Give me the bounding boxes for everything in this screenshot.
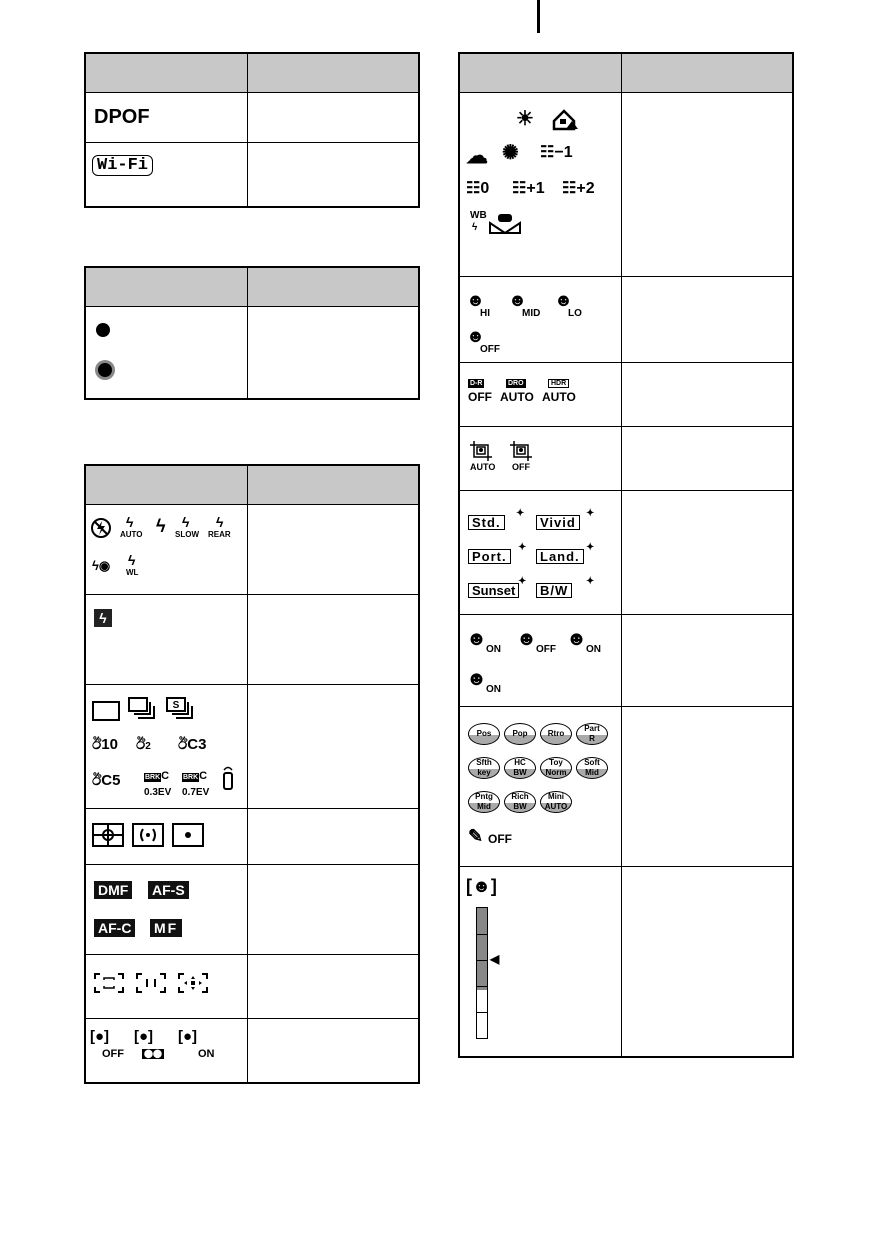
smile-normal-icon: ☻ bbox=[566, 628, 588, 650]
self-timer-10-icon: ඊ10 bbox=[92, 736, 118, 753]
drive-mode-cell bbox=[85, 685, 247, 809]
sparkle-icon: ✦ bbox=[516, 508, 525, 519]
creative-sunset-icon: Sunset bbox=[468, 583, 519, 598]
cloudy-icon: ☁ bbox=[466, 143, 488, 168]
continuous-shot-icon bbox=[128, 697, 156, 721]
table-cell bbox=[621, 615, 793, 707]
creative-portrait-icon: Port. bbox=[468, 549, 511, 564]
af-s-icon: AF-S bbox=[148, 881, 189, 899]
effect-high-contrast-mono-icon: HC BW bbox=[504, 757, 536, 779]
table-cell bbox=[247, 143, 419, 207]
flexible-spot-icon bbox=[178, 973, 208, 993]
table-cell bbox=[247, 93, 419, 143]
table-header-display bbox=[85, 53, 247, 93]
effect-miniature-icon: Mini AUTO bbox=[540, 791, 572, 813]
dro-hdr-cell: D-R OFF DRO AUTO HDR AUTO bbox=[459, 363, 621, 427]
table-shooting-settings bbox=[84, 464, 420, 1084]
smile-big-icon: ☻ bbox=[466, 668, 488, 690]
smile-detection-cell bbox=[459, 867, 621, 1057]
smile-off-icon: ☻ bbox=[516, 628, 538, 650]
flash-wireless-icon: ϟ bbox=[128, 552, 136, 568]
center-focus-area-icon bbox=[136, 973, 166, 993]
face-frame-off-icon: [●] bbox=[90, 1028, 110, 1045]
flash-auto-icon: ϟ bbox=[126, 514, 134, 530]
dpof-icon: DPOF bbox=[85, 93, 247, 143]
svg-text:S: S bbox=[172, 700, 180, 711]
effect-pop-color-icon: Pop bbox=[504, 723, 536, 745]
flash-rear-icon: ϟ bbox=[216, 514, 224, 530]
flash-fill-icon: ϟ bbox=[156, 516, 166, 536]
single-shot-icon bbox=[92, 701, 120, 721]
dro-off-icon: D-R bbox=[470, 380, 483, 387]
remote-commander-icon bbox=[222, 765, 234, 791]
soft-skin-hi-icon: ☻ bbox=[466, 290, 485, 310]
soft-skin-off-icon: ☻ bbox=[466, 326, 485, 346]
flash-charging-icon: ϟ bbox=[94, 609, 112, 627]
smile-detection-icon: [☻] bbox=[466, 876, 497, 896]
creative-standard-icon: Std. bbox=[468, 515, 505, 530]
wifi-icon: Wi-Fi bbox=[85, 143, 247, 207]
multi-metering-icon bbox=[92, 823, 124, 847]
sparkle-icon: ✦ bbox=[586, 508, 595, 519]
focus-area-cell bbox=[85, 955, 247, 1019]
table-header-indication bbox=[247, 53, 419, 93]
shade-icon bbox=[552, 109, 580, 131]
dmf-icon: DMF bbox=[94, 881, 132, 899]
soft-skin-mid-icon: ☻ bbox=[508, 290, 527, 310]
table-cell bbox=[621, 867, 793, 1057]
table-header bbox=[621, 53, 793, 93]
flash-wb-bolt-icon: ϟ bbox=[472, 222, 478, 233]
sparkle-icon: ✦ bbox=[586, 542, 595, 553]
smile-shutter-cell: ☻ ON ☻ OFF ☻ ON ☻ ON bbox=[459, 615, 621, 707]
table-image-settings bbox=[458, 52, 794, 1058]
table-cell bbox=[621, 427, 793, 491]
sparkle-icon: ✦ bbox=[518, 576, 527, 587]
table-header bbox=[459, 53, 621, 93]
hdr-auto-icon: HDR bbox=[548, 379, 569, 388]
table-cell bbox=[247, 505, 419, 595]
table-header bbox=[247, 465, 419, 505]
soft-skin-cell: ☻ HI ☻ MID ☻ LO ☻ OFF bbox=[459, 277, 621, 363]
effect-soft-focus-icon: Soft Mid bbox=[576, 757, 608, 779]
table-cell bbox=[247, 1019, 419, 1083]
fluorescent-daylight-icon: ☷+2 bbox=[562, 180, 595, 197]
creative-vivid-icon: Vivid bbox=[536, 515, 580, 530]
face-frame-cell: [●] OFF [●] ⬤⬤ [●] ON bbox=[85, 1019, 247, 1083]
recording-status-cell bbox=[85, 307, 247, 399]
table-cell bbox=[247, 865, 419, 955]
self-timer-cont-3-icon: ඊC3 bbox=[178, 736, 207, 753]
table-cell bbox=[621, 491, 793, 615]
table-cell bbox=[247, 955, 419, 1019]
flash-off-icon bbox=[90, 517, 112, 539]
flash-slow-icon: ϟ bbox=[182, 514, 190, 530]
bracket-03ev-icon: BRKC 0.3EV bbox=[144, 770, 172, 798]
self-timer-2-icon: ඊ2 bbox=[136, 736, 151, 753]
flash-redeye-icon: ϟ◉ bbox=[92, 558, 111, 573]
bracket-07ev-icon: BRKC 0.7EV bbox=[182, 770, 210, 798]
fluorescent-cool-icon: ☷0 bbox=[466, 180, 490, 197]
focus-mode-cell bbox=[85, 865, 247, 955]
smile-sensitivity-meter bbox=[476, 907, 488, 1039]
record-dot-icon bbox=[96, 323, 110, 337]
af-c-icon: AF-C bbox=[94, 919, 135, 937]
wide-focus-area-icon bbox=[94, 973, 124, 993]
effect-hdr-painting-icon: Pntg Mid bbox=[468, 791, 500, 813]
table-header bbox=[247, 267, 419, 307]
table-cell bbox=[247, 595, 419, 685]
effect-retro-icon: Rtro bbox=[540, 723, 572, 745]
effect-posterization-icon: Pos bbox=[468, 723, 500, 745]
table-cell bbox=[621, 363, 793, 427]
metering-mode-cell bbox=[85, 809, 247, 865]
effect-off-brush-icon: ✎ bbox=[468, 826, 484, 846]
table-recording bbox=[84, 266, 420, 400]
creative-style-cell bbox=[459, 491, 621, 615]
white-balance-cell bbox=[459, 93, 621, 277]
fluorescent-warm-icon: ☷−1 bbox=[540, 144, 573, 161]
soft-skin-lo-icon: ☻ bbox=[554, 290, 573, 310]
table-cell bbox=[621, 707, 793, 867]
effect-soft-high-key-icon: Sfth key bbox=[468, 757, 500, 779]
record-standby-icon bbox=[94, 359, 116, 381]
picture-effect-cell: Pos Pop Rtro Part R Sfth key HC BW Toy Norm Soft Mid Pntg Mid Rich BW Mini AUTO ✎ OFF bbox=[459, 707, 621, 867]
flash-charging-cell bbox=[85, 595, 247, 685]
fluorescent-day-white-icon: ☷+1 bbox=[512, 180, 545, 197]
speed-priority-continuous-icon bbox=[166, 697, 194, 721]
dro-auto-icon: DRO bbox=[508, 380, 524, 387]
table-cell bbox=[247, 809, 419, 865]
registered-face-badge: ⬤⬤ bbox=[144, 1049, 162, 1058]
center-metering-icon bbox=[132, 823, 164, 847]
custom-wb-icon bbox=[488, 213, 524, 235]
table-cell bbox=[621, 277, 793, 363]
creative-bw-icon: B/W bbox=[536, 583, 572, 598]
auto-portrait-framing-cell: AUTO OFF bbox=[459, 427, 621, 491]
face-registered-icon: [●] bbox=[134, 1028, 154, 1045]
table-print-wifi bbox=[84, 52, 420, 208]
flash-mode-cell: ϟ AUTO ϟ ϟ SLOW ϟ REAR ϟ◉ ϟ WL bbox=[85, 505, 247, 595]
mf-icon: MF bbox=[150, 919, 182, 937]
daylight-icon: ☀ bbox=[516, 108, 534, 130]
flash-wb-icon: WB bbox=[470, 210, 487, 221]
face-frame-on-icon: [●] bbox=[178, 1028, 198, 1045]
effect-toy-camera-icon: Toy Norm bbox=[540, 757, 572, 779]
spot-metering-icon bbox=[172, 823, 204, 847]
sparkle-icon: ✦ bbox=[586, 576, 595, 587]
table-header bbox=[85, 465, 247, 505]
effect-rich-tone-mono-icon: Rich BW bbox=[504, 791, 536, 813]
effect-partial-color-icon: Part R bbox=[576, 723, 608, 745]
auto-framing-auto-icon bbox=[470, 441, 492, 461]
sparkle-icon: ✦ bbox=[518, 542, 527, 553]
table-cell bbox=[247, 685, 419, 809]
table-header bbox=[85, 267, 247, 307]
table-cell bbox=[247, 307, 419, 399]
incandescent-icon: ✺ bbox=[502, 142, 519, 164]
page-edge-rule bbox=[537, 0, 540, 33]
table-cell bbox=[621, 93, 793, 277]
smile-level-pointer-icon: ◀ bbox=[490, 952, 500, 966]
creative-landscape-icon: Land. bbox=[536, 549, 584, 564]
smile-slight-icon: ☻ bbox=[466, 628, 488, 650]
self-timer-cont-5-icon: ඊC5 bbox=[92, 772, 121, 789]
auto-framing-off-icon bbox=[510, 441, 532, 461]
